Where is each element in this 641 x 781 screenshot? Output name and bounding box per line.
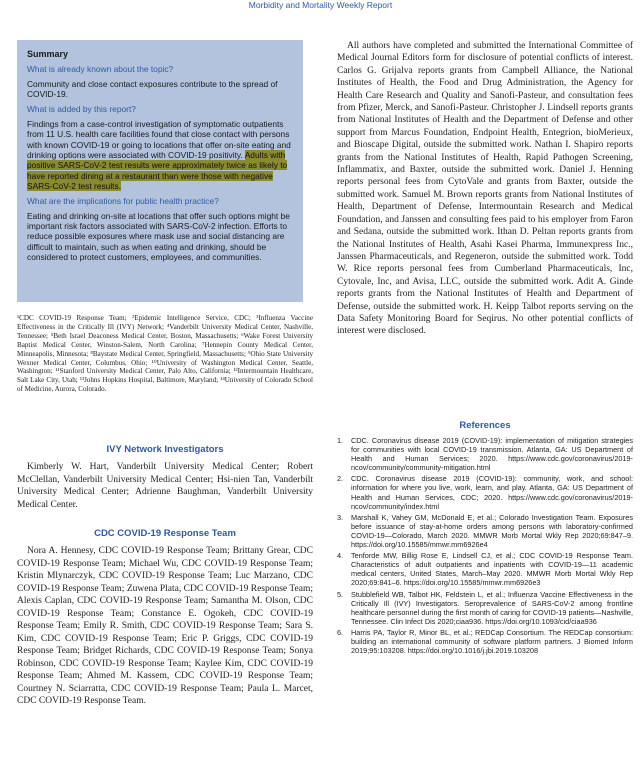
summary-answer-known: Community and close contact exposures contribute to the spread of COVID-19. [27,79,278,100]
reference-item [337,436,633,472]
ivy-investigators: Kimberly W. Hart, Vanderbilt University Medical Center; Robert McClellan, Vanderbilt University Medical Center; Hsi-nien Tan, Vanderbilt University Medical Center; Adrienne Baughman, Vanderbilt University Medical Center. [17,462,313,510]
summary-answer-added [27,119,293,192]
reference-item [337,474,633,510]
reference-text: CDC. Coronavirus disease 2019 (COVID-19): community, work, and school: information for where you live, work, learn, and play. Atlanta, GA: US Department of Health and Human Services, CDC; 2020. https://www.cdc.gov/coronavirus/2019-ncov/community/index.html [351,474,633,511]
conflict-disclosure: All authors have completed and submitted the International Committee of Medical Journal Editors form for disclosure of potential conflicts of interest. Carlos G. Grijalva reports grants from Campbell Alliance, the National Institutes of Health, the Food and Drug Administration, the Agency for Health Care Research and Quality and Sanofi-Pasteur, and consultation fees from Pfizer, Merck, and Sanofi-Pasteur. Christopher J. Lindsell reports grants from National Institutes of Health and the Department of Defense and other support from Marcus Foundation, Endpoint Health, Entegrion, bioMerieux, and Bioscape Digital, outside the submitted work. Nathan I. Shapiro reports grants from the National Institutes of Health, Rapid Pathogen Screening, Inflammatix, and Baxter, outside the submitted work. Daniel J. Henning reports personal fees from CytoVale and grants from Baxter, outside the submitted work. Samuel M. Brown reports grants from National Institutes of Health, Department of Defense, Intermountain Research and Medical Foundation, and Janssen and consulting fees paid to his employer from Faron and Sedana, outside the submitted work. Ithan D. Peltan reports grants from the National Institutes of Health, Asahi Kasei Pharma, Immunexpress Inc., Janssen Pharmaceuticals, and Regeneron, outside the submitted work. Todd W. Rice reports personal fees from Cumberland Pharmaceuticals, Inc, Cytovale, Inc, and Avisa, LLC, outside the submitted work. Adit A. Ginde reports grants from the National Institutes of Health and Department of Defense, outside the submitted work. H. Keipp Talbot reports serving on the Data Safety Monitoring Board for Seqirus. No other potential conflicts of interest were disclosed. [337,41,633,337]
summary-answer-added-text: Findings from a case-control investigation of symptomatic outpatients from 11 U.S. health care facilities found that close contact with persons with known COVID-19 or going to locations that offer on-site eating and drinking options were associated with COVID-19 positivity. [27,118,291,161]
summary-question-implications: What are the implications for public health practice? [27,195,219,206]
summary-box [17,40,303,302]
author-affiliations: ¹CDC COVID-19 Response Team; ²Epidemic Intelligence Service, CDC; ³Influenza Vaccine Effectiveness in the Critically Ill (IVY) Network; ⁴Vanderbilt University Medical Center, Nashville, Tennessee; ⁵Beth Israel Deaconess Medical Center, Boston, Massachusetts; ⁶Wake Forest University Baptist Medical Center, Winston-Salem, North Carolina; ⁷Hennepin County Medical Center, Minneapolis, Minnesota; ⁸Baystate Medical Center, Springfield, Massachusetts; ⁹Ohio State University Wexner Medical Center, Columbus, Ohio; ¹⁰University of Washington Medical Center, Seattle, Washington; ¹¹Stanford University Medical Center, Palo Alto, California; ¹²Intermountain Healthcare, Salt Lake City, Utah; ¹³Johns Hopkins Hospital, Baltimore, Maryland; ¹⁴University of Colorado School of Medicine, Aurora, Colorado. [17,314,313,394]
reference-text: Harris PA, Taylor R, Minor BL, et al.; REDCap Consortium. The REDCap consortium: building an international community of software platform partners. J Biomed Inform 2019;95:103208. https://doi.org/10.1016/j.jbi.2019.103208 [351,627,633,656]
reference-number: 4. [337,551,344,561]
highlighted-finding: Adults with positive SARS-CoV-2 test results were approximately twice as likely to have reported dining at a restaurant than were those with negative SARS-CoV-2 test results. [27,150,288,192]
reference-text: Marshall K, Vahey GM, McDonald E, et al.; Colorado Investigation Team. Exposures before issuance of stay-at-home orders among persons with laboratory-confirmed COVID-19—Colorado, March 2020. MMWR Morb Mortal Wkly Rep 2020;69:847–9. https://doi.org/10.15585/mmwr.mm6926e4 [351,512,633,550]
reference-number: 5. [337,589,344,599]
summary-title: Summary [27,49,69,59]
reference-text: CDC. Coronavirus disease 2019 (COVID-19): implementation of mitigation strategies for communities with local COVID-19 transmission. Atlanta, GA: US Department of Health and Human Services; 2020. https://www.cdc.gov/coronavirus/2019-ncov/community/community-mitigation.html [351,436,633,473]
summary-question-known: What is already known about the topic? [27,64,174,74]
reference-number: 3. [337,512,344,522]
cdc-team-members: Nora A. Hennesy, CDC COVID-19 Response Team; Brittany Grear, CDC COVID-19 Response Team; Michael Wu, CDC COVID-19 Response Team; Kristin Mlynarczyk, CDC COVID-19 Response Team; Luc Marzano, CDC COVID-19 Response Team; Zuwena Plata, CDC COVID-19 Response Team; Alexis Caplan, CDC COVID-19 Response Team; Samantha M. Olson, CDC COVID-19 Response Team; Constance E. Ogokeh, CDC COVID-19 Response Team; Emily R. Smith, CDC COVID-19 Response Team; Sara S. Kim, CDC COVID-19 Response Team; Eric P. Griggs, CDC COVID-19 Response Team; Bridget Richards, CDC COVID-19 Response Team; Sonya Robinson, CDC COVID-19 Response Team; Kaylee Kim, CDC COVID-19 Response Team; Ahmed M. Kassem, CDC COVID-19 Response Team; Courtney N. Sciarratta, CDC COVID-19 Response Team; Paula L. Marcet, CDC COVID-19 Response Team. [17,546,313,706]
cdc-team-heading: CDC COVID-19 Response Team [94,528,236,539]
reference-text: Stubblefield WB, Talbot HK, Feldstein L, et al.; Influenza Vaccine Effectiveness in the Critically Ill (IVY) Investigators. Seroprevalence of SARS-CoV-2 among frontline healthcare personnel during the first month of caring for COVID-19 patients—Nashville, Tennessee. Clin Infect Dis 2020;ciaa936. https://doi.org/10.1093/cid/ciaa936 [351,589,633,626]
reference-item [337,513,633,549]
reference-item [337,551,633,587]
reference-item [337,628,633,655]
reference-text: Tenforde MW, Billig Rose E, Lindsell CJ, et al.; CDC COVID-19 Response Team. Characteristics of adult outpatients and inpatients with COVID-19—11 academic medical centers, United States, March–May 2020. MMWR Morb Mortal Wkly Rep 2020;69:841–6. https://doi.org/10.15585/mmwr.mm6926e3 [351,551,633,588]
references-heading: References [459,420,511,431]
ivy-heading: IVY Network Investigators [106,444,224,455]
reference-number: 1. [337,436,344,445]
reference-number: 6. [337,627,344,637]
reference-number: 2. [337,474,344,484]
reference-item [337,590,633,626]
journal-header: Morbidity and Mortality Weekly Report [248,0,393,10]
summary-question-added: What is added by this report? [27,103,136,114]
summary-answer-implications: Eating and drinking on-site at locations that offer such options might be important risk factors associated with SARS-CoV-2 infection. Efforts to reduce possible exposures where mask use and social distancing are difficult to maintain, such as when eating and drinking, should be considered to protect customers, employees, and communities. [27,210,290,263]
reference-list [337,436,633,657]
